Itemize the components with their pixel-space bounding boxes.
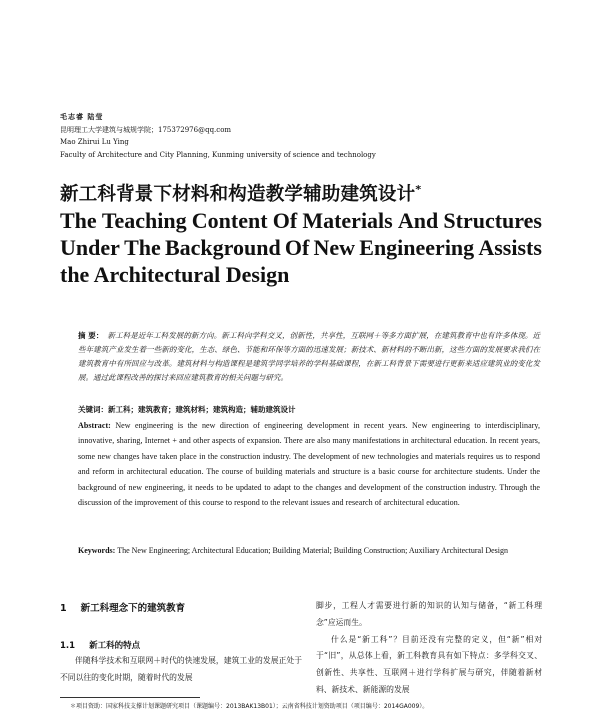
author-names-cn: 毛志睿 陆莹 (60, 112, 104, 121)
title-word: Assists (478, 235, 542, 260)
footnote: ＊项目资助：国家科技支撑计划课题研究项目（课题编号：2013BAK13B01）；云南省科技计划资助项目（项目编号：2014GA009）。 (70, 703, 429, 710)
title-word: Background (164, 235, 281, 260)
title-footnote-marker: * (415, 182, 422, 196)
title-english (60, 207, 542, 288)
subsection-title: 新工科的特点 (89, 641, 141, 651)
section-title: 新工科理念下的建筑教育 (80, 603, 186, 614)
body-paragraph: 伴随科学技术和互联网＋时代的快速发展，建筑工业的发展正处于不同以往的变化时期，随着时代的发展 (60, 656, 302, 682)
body-column-right (316, 598, 542, 699)
author-affiliation-en: Faculty of Architecture and City Planning, Kunming university of science and technology (60, 150, 376, 159)
abstract-english-label: Abstract: (78, 421, 111, 430)
title-chinese (60, 180, 421, 206)
keywords-english-label: Keywords: (78, 546, 116, 555)
title-word: Content (191, 208, 268, 233)
abstract-chinese-label: 摘 要： (78, 331, 104, 340)
abstract-chinese (78, 329, 540, 385)
title-words: the Architectural Design (60, 262, 290, 287)
keywords-english (78, 543, 540, 558)
body-paragraph: 脚步，工程人才需要进行新的知识的认知与储备，“新工科理念”应运而生。 (316, 601, 542, 627)
title-word: Engineering (359, 235, 475, 260)
title-word: New (313, 235, 356, 260)
title-word: And (397, 208, 439, 233)
subsection-number: 1.1 (60, 641, 76, 651)
abstract-english (78, 418, 540, 510)
keywords-chinese-label: 关键词： (78, 405, 108, 414)
body-paragraph: 什么是“新工科”？目前还没有完整的定义，但“新”相对于“旧”，从总体上看，新工科教育具有如下特点：多学科交叉、创新性、共享性、互联网＋进行学科扩展与研究，伴随着新材料、新技术、新能源的发展 (316, 634, 542, 694)
section-number: 1 (60, 603, 67, 614)
author-names-en: Mao Zhirui Lu Ying (60, 138, 129, 146)
title-word: Materials (302, 208, 393, 233)
title-word: Under (60, 235, 120, 260)
keywords-chinese-text: 新工科；建筑教育；建筑材料；建筑构造；辅助建筑设计 (108, 405, 296, 414)
title-english-line-1 (60, 207, 542, 234)
title-word: The (60, 208, 97, 233)
title-word: The (124, 235, 161, 260)
body-column-left (60, 600, 302, 687)
title-word: Structures (443, 208, 542, 233)
author-affiliation-cn: 昆明理工大学建筑与城规学院；175372976@qq.com (60, 125, 232, 134)
author-block (60, 111, 540, 161)
title-word: Teaching (101, 208, 187, 233)
keywords-chinese (78, 404, 540, 416)
subsection-heading (60, 639, 302, 651)
title-chinese-text: 新工科背景下材料和构造教学辅助建筑设计 (60, 184, 416, 205)
keywords-english-text: The New Engineering; Architectural Education; Building Material; Building Construction; Auxiliary Architectural Design (117, 546, 508, 555)
abstract-english-text: New engineering is the new direction of engineering development in recent years. New engineering to interdisciplinary, innovative, sharing, Internet + and other aspects of expansion. There are also many manifestations in architectural education. In recent years, some new changes have taken place in the construction industry. The development of new technologies and materials requires us to respond and reform in architectural education. The course of building materials and structure is a basic course for architecture students. Under the background of new engineering, it needs to be updated to adapt to the changes and development of the construction industry. Through the discussion of the improvement of this course to respond to the relevant issues and research of architectural education. (78, 421, 540, 508)
section-heading (60, 600, 302, 614)
title-word: Of (284, 235, 310, 260)
title-word: Of (272, 208, 298, 233)
footnote-divider (60, 697, 200, 698)
title-english-line-2 (60, 234, 542, 261)
title-english-line-3 (60, 261, 542, 288)
abstract-chinese-text: 新工科是近年工科发展的新方向。新工科向学科交叉，创新性，共享性，互联网＋等多方面扩展，在建筑教育中也有许多体现。近些年建筑产业发生着一些新的变化，生态、绿色、节能和环保等方面的迅速发展；新技术、新材料的不断出新，这些方面的发展要求我们在建筑教育中有所回应与改革。建筑材料与构造课程是建筑学同学培养的学科基础课程，在新工科背景下需要进行更新来适应建筑业的变化发展。通过此课程改善的探讨来回应建筑教育的相关问题与研究。 (78, 331, 540, 382)
